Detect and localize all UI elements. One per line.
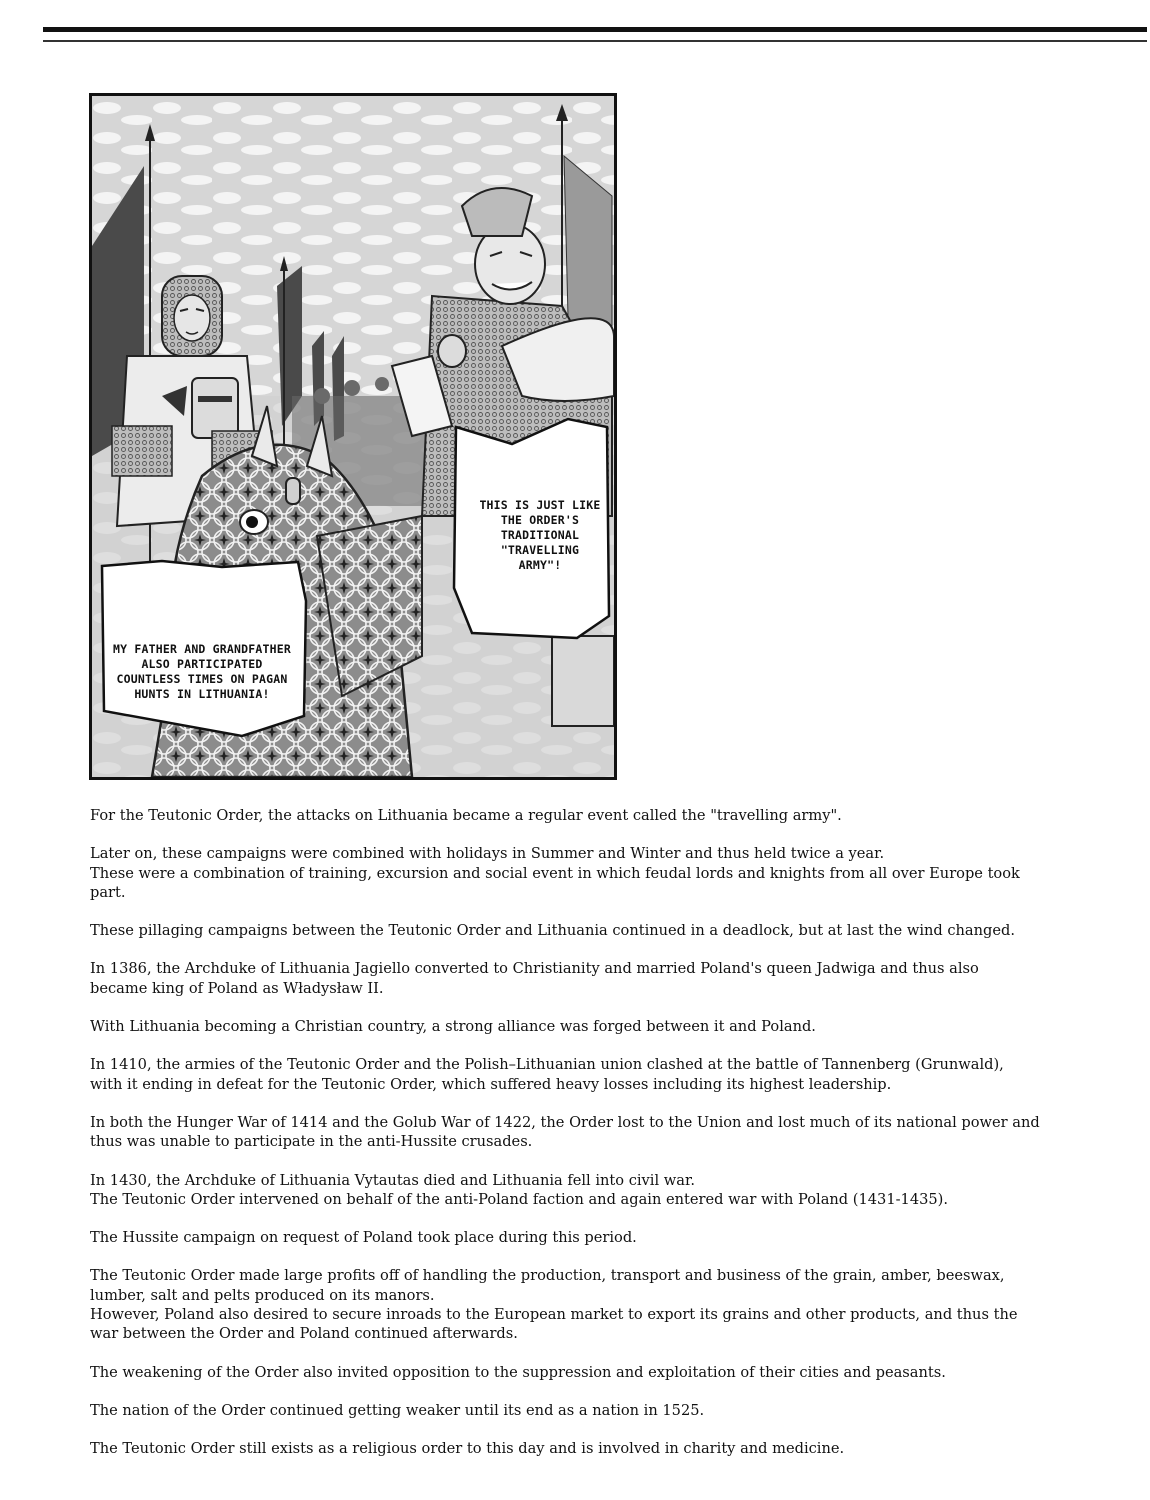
top-rule-thick bbox=[43, 27, 1147, 32]
paragraph-hunger-golub-war: In both the Hunger War of 1414 and the Golub War of 1422, the Order lost to the Union and lost much of its national power and thus was unable to participate in the anti-Hussite crusades. bbox=[90, 1113, 1040, 1151]
paragraph-end-1525: The nation of the Order continued getting weaker until its end as a nation in 1525. bbox=[90, 1401, 705, 1419]
paragraph-campaign-holidays: Later on, these campaigns were combined with holidays in Summer and Winter and thus held twice a year. These were a combination of training, excursion and social event in which feudal lords and knights from all over Europe took part. bbox=[90, 845, 1020, 901]
speech-bubble-left: MY FATHER AND GRANDFATHER ALSO PARTICIPATED COUNTLESS TIMES ON PAGAN HUNTS IN LITHUANIA! bbox=[112, 642, 292, 701]
paragraph-travelling-army: For the Teutonic Order, the attacks on Lithuania became a regular event called the "travelling army". bbox=[90, 807, 842, 824]
article-body bbox=[90, 806, 1040, 1478]
paragraph-1410-tannenberg: In 1410, the armies of the Teutonic Order and the Polish–Lithuanian union clashed at the battle of Tannenberg (Grunwald), with it ending in defeat for the Teutonic Order, which suffered heavy losses including its highest leadership. bbox=[90, 1056, 1004, 1093]
speech-bubble-right: THIS IS JUST LIKE THE ORDER'S TRADITIONAL "TRAVELLING ARMY"! bbox=[479, 498, 601, 572]
paragraph-deadlock: These pillaging campaigns between the Teutonic Order and Lithuania continued in a deadlock, but at last the wind changed. bbox=[90, 922, 1015, 940]
paragraph-alliance: With Lithuania becoming a Christian country, a strong alliance was forged between it and Poland. bbox=[90, 1018, 816, 1036]
paragraph-still-exists: The Teutonic Order still exists as a religious order to this day and is involved in charity and medicine. bbox=[90, 1440, 845, 1458]
manga-panel bbox=[89, 93, 617, 780]
paragraph-weakening: The weakening of the Order also invited opposition to the suppression and exploitation of their cities and peasants. bbox=[90, 1363, 946, 1381]
paragraph-1386-jagiello: In 1386, the Archduke of Lithuania Jagiello converted to Christianity and married Poland's queen Jadwiga and thus also became king of Poland as Władysław II. bbox=[90, 960, 979, 997]
paragraph-trade-profits: The Teutonic Order made large profits off of handling the production, transport and business of the grain, amber, beeswax, lumber, salt and pelts produced on its manors. However, Poland also desired to secure inroads to the European market to export its grains and other products, and thus the war between the Order and Poland continued afterwards. bbox=[90, 1267, 1018, 1343]
paragraph-hussite-campaign: The Hussite campaign on request of Poland took place during this period. bbox=[90, 1229, 637, 1247]
paragraph-1430-civil-war: In 1430, the Archduke of Lithuania Vytautas died and Lithuania fell into civil war. The Teutonic Order intervened on behalf of the anti-Poland faction and again entered war with Poland (1431-1435). bbox=[90, 1171, 949, 1208]
top-rule-thin bbox=[43, 40, 1147, 42]
